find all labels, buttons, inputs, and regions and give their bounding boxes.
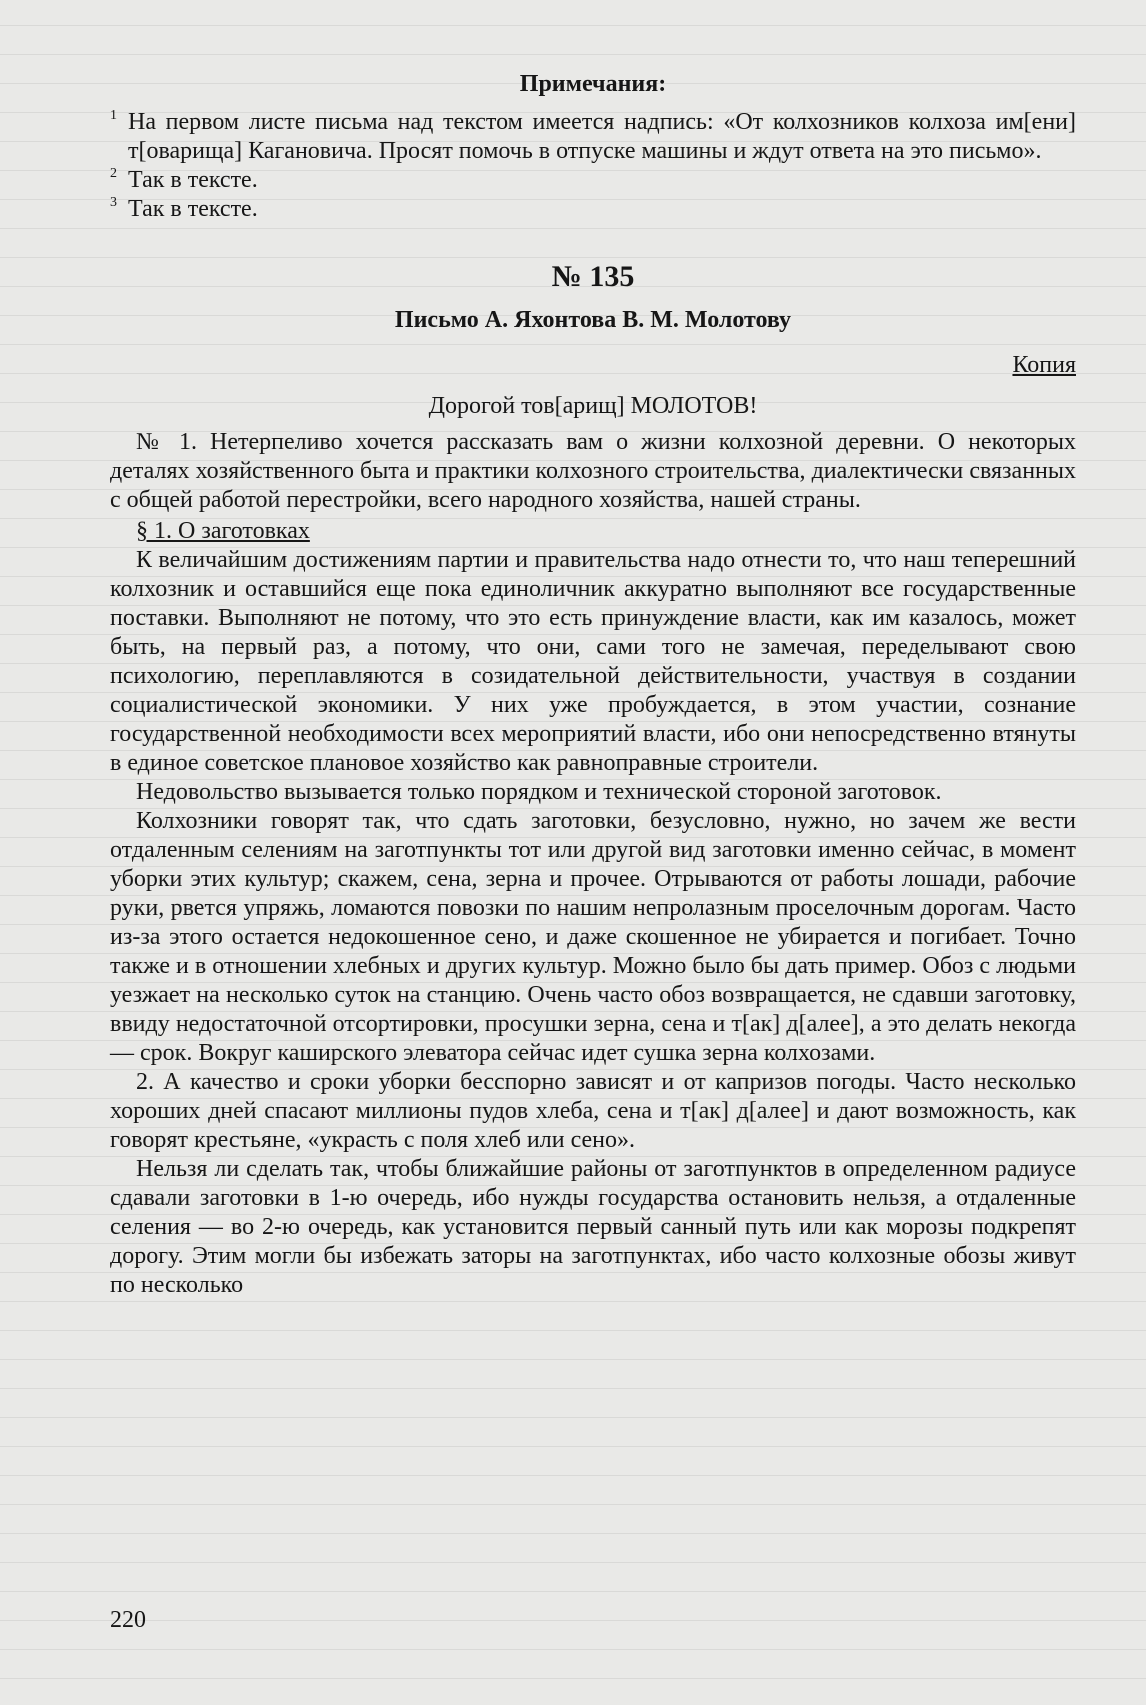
greeting-line: Дорогой тов[арищ] МОЛОТОВ! <box>428 393 758 419</box>
note-number: 2 <box>110 166 117 181</box>
page-number: 220 <box>110 1607 146 1633</box>
note-number: 1 <box>110 108 117 123</box>
copy-label: Копия <box>1012 352 1076 378</box>
body-paragraph: № 1. Нетерпеливо хочется рассказать вам о жизни колхозной деревни. О некоторых деталях хозяйственного быта и практики колхозного строительства, диалектически связанных с общей работой перестройки, всего народного хозяйства, нашей страны. <box>110 429 1076 513</box>
note-text: Так в тексте. <box>128 196 258 222</box>
body-paragraph: К величайшим достижениям партии и правительства надо отнести то, что наш теперешний колхозник и оставшийся еще пока единоличник аккуратно выполняют все государственные поставки. Выполняют не потому, что это есть принуждение власти, как им казалось, может быть, на первый раз, а потому, что они, сами того не замечая, переделывают свою психологию, переплавляются в созидательной действительности, участвуя в создании социалистической экономики. У них уже пробуждается, в этом участии, сознание государственной необходимости всех мероприятий власти, ибо они непосредственно втянуты в единое советское плановое хозяйство как равноправные строители. <box>110 547 1076 776</box>
page-content <box>110 70 1076 1300</box>
body-paragraph: Нельзя ли сделать так, чтобы ближайшие районы от заготпунктов в определенном радиусе сдавали заготовки в 1-ю очередь, ибо нужды государства остановить нельзя, а отдаленные селения — во 2-ю очередь, как установится первый санный путь или как морозы подкрепят дорогу. Этим могли бы избежать заторы на заготпунктах, ибо часто колхозные обозы живут по несколько <box>110 1156 1076 1298</box>
notes-title: Примечания: <box>519 71 667 97</box>
note-item <box>110 166 1076 195</box>
note-text: Так в тексте. <box>128 167 258 193</box>
document-number: № 135 <box>551 260 635 293</box>
notes-list <box>110 108 1076 224</box>
note-item <box>110 195 1076 224</box>
note-number: 3 <box>110 195 117 210</box>
section-heading: § 1. О заготовках <box>136 518 310 544</box>
note-item <box>110 108 1076 166</box>
body-paragraph: 2. А качество и сроки уборки бесспорно зависят и от капризов погоды. Часто несколько хороших дней спасают миллионы пудов хлеба, сена и т[ак] д[алее] и дают возможность, как говорят крестьяне, «украсть с поля хлеб или сено». <box>110 1069 1076 1153</box>
note-text: На первом листе письма над текстом имеется надпись: «От колхозников колхоза им[ени] т[оварища] Кагановича. Просят помочь в отпуске машины и ждут ответа на это письмо». <box>128 109 1076 164</box>
document-title: Письмо А. Яхонтова В. М. Молотову <box>394 307 792 333</box>
body-paragraph: Колхозники говорят так, что сдать заготовки, безусловно, нужно, но зачем же вести отдаленным селениям на заготпункты тот или другой вид заготовки именно сейчас, в момент уборки этих культур; скажем, сена, зерна и прочее. Отрываются от работы лошади, рабочие руки, рвется упряжь, ломаются повозки по нашим непролазным проселочным дорогам. Часто из-за этого остается недокошенное сено, и даже скошенное не убирается и погибает. Точно также и в отношении хлебных и других культур. Можно было бы дать пример. Обоз с людьми уезжает на несколько суток на станцию. Очень часто обоз возвращается, не сдавши заготовку, ввиду недостаточной отсортировки, просушки зерна, сена и т[ак] д[алее], а это делать некогда — срок. Вокруг каширского элеватора сейчас идет сушка зерна колхозами. <box>110 808 1076 1066</box>
body-paragraph: Недовольство вызывается только порядком и технической стороной заготовок. <box>136 779 942 805</box>
